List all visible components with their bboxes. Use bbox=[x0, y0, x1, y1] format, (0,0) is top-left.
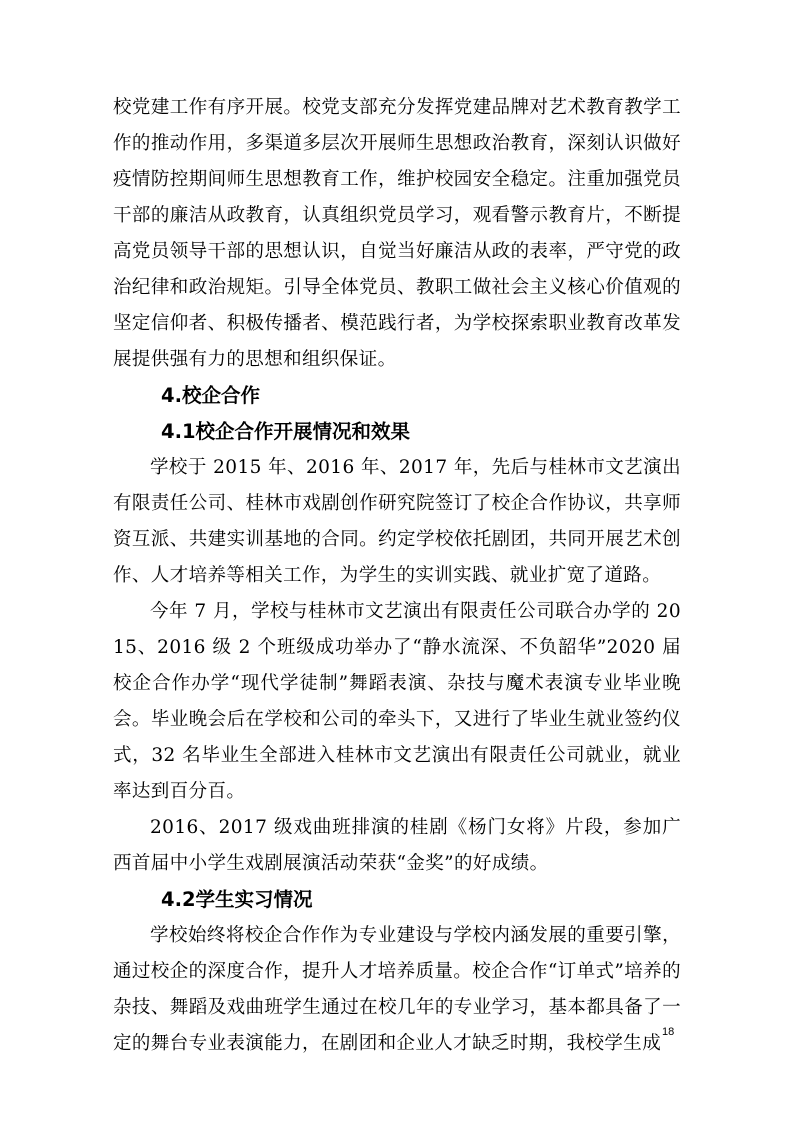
heading-school-enterprise-cooperation: 4.校企合作 bbox=[161, 384, 260, 407]
paragraph-opera-award: 2016、2017 级戏曲班排演的桂剧《杨门女将》片段，参加广西首届中小学生戏剧展演活动荣获“金奖”的好成绩。 bbox=[113, 817, 681, 874]
paragraph-cooperation-agreements: 学校于 2015 年、2016 年、2017 年，先后与桂林市文艺演出有限责任公司、桂林市戏剧创作研究院签订了校企合作协议，共享师资互派、共建实训基地的合同。约定学校依托剧团，共同开展艺术创作、人才培养等相关工作，为学生的实训实践、就业扩宽了道路。 bbox=[113, 457, 681, 586]
paragraph-graduation-gala: 今年 7 月，学校与桂林市文艺演出有限责任公司联合办学的 2015、2016 级 2 个班级成功举办了“静水流深、不负韶华”2020 届校企合作办学“现代学徒制”舞蹈表演、杂技与魔术表演专业毕业晚会。毕业晚会后在学校和公司的牵头下，又进行了毕业生就业签约仪式，32 名毕业生全部进入桂林市文艺演出有限责任公司就业，就业率达到百分百。 bbox=[113, 601, 681, 802]
page-number: 18 bbox=[662, 1026, 675, 1038]
paragraph-internship-details: 学校始终将校企合作作为专业建设与学校内涵发展的重要引擎，通过校企的深度合作，提升人才培养质量。校企合作“订单式”培养的杂技、舞蹈及戏曲班学生通过在校几年的专业学习，基本都具备了一定的舞台专业表演能力，在剧团和企业人才缺乏时期，我校学生成 bbox=[113, 925, 681, 1054]
heading-student-internship: 4.2学生实习情况 bbox=[161, 888, 313, 911]
paragraph-party-building: 校党建工作有序开展。校党支部充分发挥党建品牌对艺术教育教学工作的推动作用，多渠道多层次开展师生思想政治教育，深刻认识做好疫情防控期间师生思想教育工作，维护校园安全稳定。注重加强党员干部的廉洁从政教育，认真组织党员学习，观看警示教育片，不断提高党员领导干部的思想认识，自觉当好廉洁从政的表率，严守党的政治纪律和政治规矩。引导全体党员、教职工做社会主义核心价值观的坚定信仰者、积极传播者、模范践行者，为学校探索职业教育改革发展提供强有力的思想和组织保证。 bbox=[113, 97, 681, 370]
document-body bbox=[113, 90, 681, 1062]
heading-cooperation-status: 4.1校企合作开展情况和效果 bbox=[161, 420, 411, 443]
